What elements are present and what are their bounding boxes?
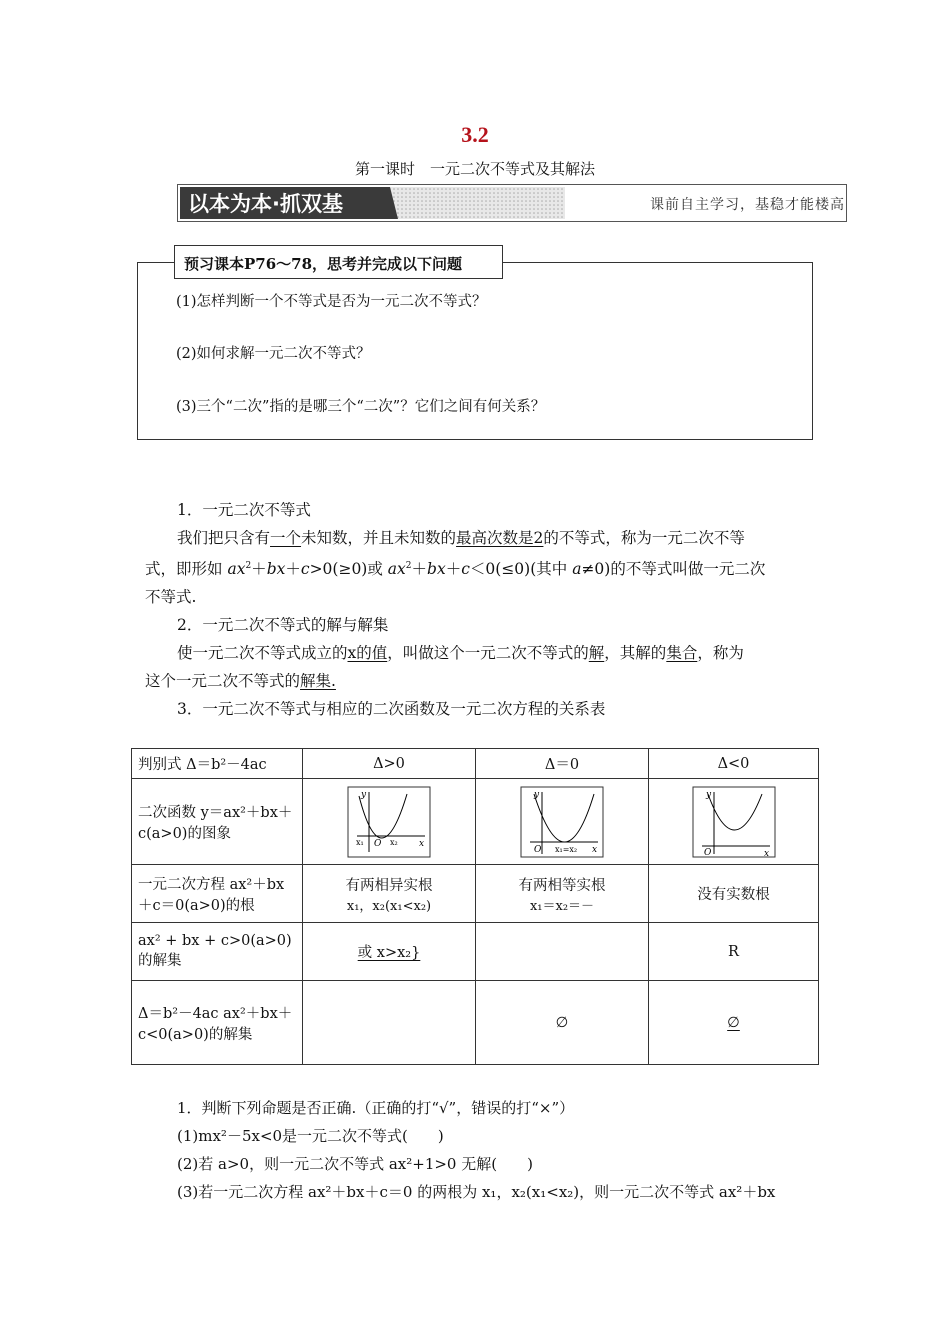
table-row-label: 二次函数 y＝ax²＋bx＋c(a>0)的图象 — [132, 779, 303, 865]
svg-text:y: y — [534, 789, 540, 800]
svg-text:y: y — [705, 789, 711, 800]
solution-cell: R — [649, 923, 819, 981]
exercise-item: (2)若 a>0，则一元二次不等式 ax²+1>0 无解( ) — [177, 1155, 533, 1173]
banner — [177, 184, 847, 222]
exercise-title: 1．判断下列命题是否正确.（正确的打“√”，错误的打“×”） — [177, 1099, 575, 1117]
section-number: 3.2 — [461, 122, 489, 147]
table-header: Δ<0 — [649, 749, 819, 779]
graph-cell — [303, 779, 476, 865]
exercise-item: (3)若一元二次方程 ax²＋bx＋c＝0 的两根为 x₁，x₂(x₁<x₂)，则一元二次不等式 ax²＋bx — [177, 1183, 776, 1201]
svg-text:以本为本·抓双基: 以本为本·抓双基 — [188, 192, 343, 216]
svg-text:x: x — [592, 844, 598, 855]
svg-text:x₁=x₂: x₁=x₂ — [555, 844, 578, 854]
banner-tagline: 课前自主学习，基稳才能楼高 — [650, 197, 845, 213]
solution-cell: ∅ — [476, 981, 649, 1065]
graph-cell — [476, 779, 649, 865]
solution-cell: 或 x>x₂} — [303, 923, 476, 981]
section-2-body: 使一元二次不等式成立的x的值，叫做这个一元二次不等式的解，其解的集合，称为 这个一元二次不等式的解集. — [145, 644, 744, 691]
svg-text:x₁: x₁ — [356, 837, 364, 847]
table-row-label: Δ＝b²－4ac ax²＋bx＋c<0(a>0)的解集 — [132, 981, 303, 1065]
preview-question: (3)三个“二次”指的是哪三个“二次”？它们之间有何关系？ — [176, 399, 546, 415]
svg-text:y: y — [361, 789, 367, 800]
section-2-title: 2．一元二次不等式的解与解集 — [177, 616, 389, 635]
section-1 — [145, 496, 815, 723]
lesson-subtitle: 第一课时 一元二次不等式及其解法 — [354, 160, 595, 178]
roots-cell: 有两相等实根 x₁＝x₂＝－ — [476, 865, 649, 923]
table-header: 判别式 Δ＝b²－4ac — [132, 749, 303, 779]
graph-no-root — [692, 786, 776, 858]
solution-cell — [303, 981, 476, 1065]
solution-cell: ∅ — [649, 981, 819, 1065]
banner-title — [180, 187, 565, 219]
section-1-body: 我们把只含有一个未知数，并且未知数的最高次数是2的不等式，称为一元二次不等 式，即形如 $ax^2+bx+c>0(\ge 0)$或 $ax^2+bx+c<0(\le 0)$(其中 a≠0)的不等式叫做一元二次 不等式. — [145, 529, 766, 607]
svg-text:O: O — [703, 847, 711, 858]
exercises — [145, 1094, 815, 1206]
graph-one-root — [520, 786, 604, 858]
svg-text:x: x — [419, 838, 425, 849]
solution-cell — [476, 923, 649, 981]
svg-text:x₂: x₂ — [390, 837, 398, 847]
table-row-label: ax² + bx + c>0(a>0)的解集 — [132, 923, 303, 981]
graph-cell — [649, 779, 819, 865]
section-3-title: 3．一元二次不等式与相应的二次函数及一元二次方程的关系表 — [177, 700, 606, 719]
graph-two-roots — [347, 786, 431, 858]
svg-text:O: O — [374, 838, 382, 849]
exercise-item: (1)mx²－5x<0是一元二次不等式( ) — [177, 1127, 444, 1145]
roots-cell: 没有实数根 — [649, 865, 819, 923]
svg-text:O: O — [534, 844, 542, 855]
preview-question: (1)怎样判断一个不等式是否为一元二次不等式？ — [176, 294, 487, 310]
preview-question: (2)如何求解一元二次不等式？ — [176, 346, 371, 362]
table-header: Δ＝0 — [476, 749, 649, 779]
table-header: Δ>0 — [303, 749, 476, 779]
section-1-title: 1．一元二次不等式 — [177, 501, 311, 519]
svg-text:x: x — [763, 848, 769, 858]
preview-tab: 预习课本P76～78，思考并完成以下问题 — [174, 245, 503, 279]
table-row-label: 一元二次方程 ax²＋bx＋c＝0(a>0)的根 — [132, 865, 303, 923]
roots-cell: 有两相异实根 x₁，x₂(x₁<x₂) — [303, 865, 476, 923]
relation-table — [131, 748, 819, 1065]
